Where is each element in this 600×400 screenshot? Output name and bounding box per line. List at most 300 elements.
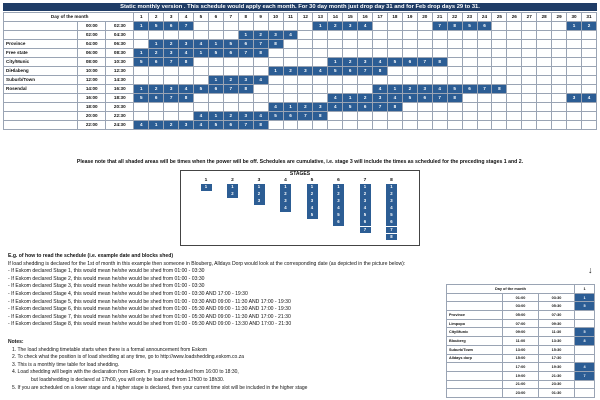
schedule-cell (194, 31, 209, 40)
schedule-cell (537, 67, 552, 76)
notes-section (8, 339, 438, 392)
stage-block: 6 (360, 219, 371, 226)
schedule-row (4, 49, 597, 58)
schedule-title-banner: Static monthly version . This schedule would apply each month. For 30 day month just drop day 31 and for Feb drop days 29 to 31. (3, 3, 597, 11)
mini-start-time: 13:00 (503, 345, 539, 354)
schedule-cell: 8 (447, 22, 462, 31)
schedule-cell (432, 49, 447, 58)
stage-column (198, 178, 214, 191)
mini-start-time: 07:00 (503, 319, 539, 328)
mini-cell (575, 311, 595, 320)
end-time: 22:30 (106, 112, 134, 121)
schedule-cell: 4 (432, 85, 447, 94)
schedule-cell (149, 31, 164, 40)
schedule-cell: 1 (134, 49, 149, 58)
schedule-cell (253, 58, 268, 67)
stage-number: 8 (390, 178, 393, 183)
schedule-cell (223, 31, 238, 40)
schedule-cell (552, 103, 567, 112)
day-header: 6 (208, 13, 223, 22)
schedule-cell: 8 (238, 85, 253, 94)
monthly-schedule-grid (3, 12, 597, 130)
schedule-cell: 1 (313, 22, 328, 31)
schedule-cell (492, 31, 507, 40)
mini-end-time: 13:30 (539, 337, 575, 346)
schedule-cell (328, 76, 343, 85)
schedule-cell (432, 31, 447, 40)
schedule-cell (164, 67, 179, 76)
schedule-cell (417, 67, 432, 76)
mini-row (447, 371, 595, 380)
schedule-cell (134, 112, 149, 121)
schedule-cell: 3 (373, 94, 388, 103)
mini-row (447, 311, 595, 320)
schedule-cell (537, 103, 552, 112)
schedule-cell: 3 (358, 58, 373, 67)
end-time: 08:30 (106, 49, 134, 58)
schedule-cell (447, 67, 462, 76)
schedule-cell (537, 58, 552, 67)
schedule-cell: 4 (268, 103, 283, 112)
schedule-cell (522, 94, 537, 103)
schedule-cell: 5 (268, 112, 283, 121)
schedule-cell (328, 49, 343, 58)
mini-row (447, 380, 595, 389)
stage-block: 4 (386, 205, 397, 212)
schedule-cell (402, 112, 417, 121)
schedule-cell (581, 85, 596, 94)
stage-block: 6 (386, 219, 397, 226)
schedule-cell: 2 (298, 103, 313, 112)
start-time: 04:00 (78, 40, 106, 49)
example-line: - If Eskom declared Stage 5, this would mean he/she would be shed from 01:00 - 03:30 AND 09:00 - 11:30 AND 17:00 - 19:30 (8, 298, 291, 305)
schedule-cell (149, 112, 164, 121)
mini-cell (575, 354, 595, 363)
schedule-cell (462, 76, 477, 85)
schedule-cell (462, 103, 477, 112)
down-arrow-icon: ↓ (588, 265, 593, 275)
schedule-cell (522, 58, 537, 67)
schedule-cell (253, 103, 268, 112)
schedule-cell (402, 49, 417, 58)
schedule-cell: 7 (238, 121, 253, 130)
schedule-cell (552, 94, 567, 103)
schedule-cell (477, 121, 492, 130)
schedule-cell (537, 31, 552, 40)
example-line: - If Eskom declared Stage 3, this would mean he/she would be shed from 01:00 - 03:30 (8, 283, 205, 290)
schedule-cell (149, 76, 164, 85)
schedule-cell: 8 (253, 49, 268, 58)
schedule-cell (223, 103, 238, 112)
schedule-cell: 2 (581, 22, 596, 31)
schedule-cell (402, 22, 417, 31)
schedule-cell (462, 121, 477, 130)
schedule-cell: 3 (179, 40, 194, 49)
stage-column (278, 178, 294, 212)
schedule-cell (447, 112, 462, 121)
day-header: 12 (298, 13, 313, 22)
schedule-cell: 1 (208, 76, 223, 85)
mini-corner-label: Day of the month (447, 285, 575, 294)
schedule-cell (432, 67, 447, 76)
schedule-cell: 5 (134, 94, 149, 103)
schedule-cell (492, 112, 507, 121)
schedule-cell: 1 (343, 94, 358, 103)
schedule-cell (328, 121, 343, 130)
mini-end-time: 19:30 (539, 363, 575, 372)
schedule-cell: 4 (179, 85, 194, 94)
note-item: 1. The load shedding timetable starts when there is a formal announcement from Eskom (12, 346, 208, 353)
schedule-cell: 2 (223, 112, 238, 121)
start-time: 22:00 (78, 121, 106, 130)
area-label: Rosendal (4, 85, 78, 94)
schedule-cell (537, 40, 552, 49)
schedule-cell (343, 85, 358, 94)
schedule-cell (268, 121, 283, 130)
end-time: 24:30 (106, 121, 134, 130)
schedule-cell (507, 76, 522, 85)
schedule-cell (268, 76, 283, 85)
schedule-cell (492, 22, 507, 31)
schedule-cell (447, 31, 462, 40)
schedule-row (4, 22, 597, 31)
schedule-cell (522, 49, 537, 58)
schedule-cell (507, 67, 522, 76)
example-heading: E.g. of how to read the schedule (i.e. example date and blocks shed) (8, 253, 174, 259)
example-line: - If Eskom declared Stage 2, this would mean he/she would be shed from 01:00 - 03:30 (8, 275, 205, 282)
mini-start-time: 15:00 (503, 354, 539, 363)
mini-area-label (447, 293, 503, 302)
schedule-cell (462, 58, 477, 67)
schedule-cell: 1 (328, 58, 343, 67)
schedule-cell (208, 31, 223, 40)
schedule-cell: 3 (313, 103, 328, 112)
start-time: 10:00 (78, 67, 106, 76)
schedule-cell: 7 (164, 94, 179, 103)
schedule-cell (432, 121, 447, 130)
schedule-cell (268, 49, 283, 58)
stage-number: 4 (284, 178, 287, 183)
schedule-cell (402, 40, 417, 49)
schedule-cell (417, 22, 432, 31)
schedule-cell: 6 (462, 85, 477, 94)
schedule-cell (552, 76, 567, 85)
schedule-cell (537, 112, 552, 121)
schedule-cell (552, 22, 567, 31)
schedule-cell (581, 58, 596, 67)
schedule-cell: 7 (223, 85, 238, 94)
schedule-cell (567, 103, 582, 112)
schedule-cell (402, 31, 417, 40)
schedule-row (4, 103, 597, 112)
stage-block: 3 (360, 198, 371, 205)
start-time: 06:00 (78, 49, 106, 58)
schedule-cell (552, 58, 567, 67)
day-header: 4 (179, 13, 194, 22)
schedule-cell: 4 (194, 121, 209, 130)
day-header: 20 (417, 13, 432, 22)
schedule-cell (552, 31, 567, 40)
mini-cell (575, 345, 595, 354)
stage-block: 6 (333, 219, 344, 226)
schedule-cell (298, 22, 313, 31)
schedule-cell (581, 40, 596, 49)
schedule-cell (492, 76, 507, 85)
stage-block: 4 (360, 205, 371, 212)
start-time: 18:00 (78, 103, 106, 112)
schedule-cell: 1 (149, 121, 164, 130)
stage-block: 3 (254, 198, 265, 205)
schedule-cell: 8 (432, 58, 447, 67)
mini-cell (575, 380, 595, 389)
schedule-cell (522, 40, 537, 49)
mini-area-label (447, 371, 503, 380)
schedule-cell (194, 103, 209, 112)
mini-cell: 5 (575, 328, 595, 337)
start-time: 08:00 (78, 58, 106, 67)
day-header: 18 (387, 13, 402, 22)
schedule-cell (402, 103, 417, 112)
schedule-cell: 7 (417, 58, 432, 67)
grid-corner-label: Day of the month (4, 13, 134, 22)
schedule-cell: 4 (194, 112, 209, 121)
note-item: 2. To check what the position is of load shedding at any time, go to http://www.loadshedding.eskom.co.za (12, 354, 244, 361)
schedule-cell (208, 58, 223, 67)
schedule-cell (567, 67, 582, 76)
stage-column (225, 178, 241, 198)
schedule-cell (567, 85, 582, 94)
example-line: - If Eskom declared Stage 6, this would mean he/she would be shed from 01:00 - 05:30 AND 09:00 - 11:30 AND 17:00 - 19:30 (8, 306, 291, 313)
schedule-cell: 1 (149, 40, 164, 49)
schedule-cell (208, 103, 223, 112)
schedule-cell (283, 85, 298, 94)
schedule-cell (581, 103, 596, 112)
schedule-cell: 2 (164, 40, 179, 49)
mini-end-time: 11:30 (539, 328, 575, 337)
example-section (8, 253, 438, 329)
schedule-cell (194, 94, 209, 103)
schedule-cell: 4 (387, 94, 402, 103)
schedule-cell (343, 40, 358, 49)
schedule-cell: 4 (194, 40, 209, 49)
schedule-row (4, 40, 597, 49)
end-time: 10:30 (106, 58, 134, 67)
schedule-cell (313, 49, 328, 58)
mini-end-time: 15:30 (539, 345, 575, 354)
schedule-cell (149, 67, 164, 76)
area-label (4, 121, 78, 130)
end-time: 04:30 (106, 31, 134, 40)
stage-number: 3 (257, 178, 261, 183)
end-time: 06:30 (106, 40, 134, 49)
schedule-cell (238, 103, 253, 112)
stage-block: 5 (360, 212, 371, 219)
area-label (4, 22, 78, 31)
stage-number: 2 (231, 178, 234, 183)
day-header: 1 (134, 13, 149, 22)
schedule-cell: 8 (373, 67, 388, 76)
schedule-cell (492, 40, 507, 49)
schedule-cell (268, 94, 283, 103)
mini-area-label (447, 380, 503, 389)
schedule-cell (462, 49, 477, 58)
schedule-cell (552, 112, 567, 121)
schedule-cell: 8 (492, 85, 507, 94)
schedule-cell (149, 103, 164, 112)
schedule-cell (283, 40, 298, 49)
schedule-cell (447, 58, 462, 67)
schedule-cell: 8 (253, 121, 268, 130)
schedule-cell (194, 76, 209, 85)
stage-block: 3 (307, 198, 318, 205)
day-header: 2 (149, 13, 164, 22)
schedule-cell (179, 76, 194, 85)
mini-cell (575, 389, 595, 398)
area-label (4, 103, 78, 112)
day-header: 28 (537, 13, 552, 22)
stage-block: 4 (307, 205, 318, 212)
schedule-cell: 7 (432, 94, 447, 103)
stage-block: 7 (386, 227, 397, 234)
schedule-cell: 7 (298, 112, 313, 121)
end-time: 20:30 (106, 103, 134, 112)
schedule-cell: 1 (567, 22, 582, 31)
day-header: 23 (462, 13, 477, 22)
schedule-cell: 4 (179, 49, 194, 58)
stage-block: 5 (333, 212, 344, 219)
mini-cell: 7 (575, 371, 595, 380)
schedule-cell (253, 22, 268, 31)
schedule-cell (581, 49, 596, 58)
schedule-cell: 2 (328, 22, 343, 31)
stage-block: 1 (386, 184, 397, 191)
schedule-cell (387, 121, 402, 130)
schedule-cell (567, 49, 582, 58)
start-time: 20:00 (78, 112, 106, 121)
mini-end-time: 23:30 (539, 380, 575, 389)
schedule-cell (223, 67, 238, 76)
area-label (4, 31, 78, 40)
schedule-cell (194, 22, 209, 31)
schedule-cell: 7 (432, 22, 447, 31)
schedule-cell (522, 121, 537, 130)
mini-start-time: 05:00 (503, 311, 539, 320)
schedule-cell (387, 31, 402, 40)
schedule-cell (552, 85, 567, 94)
schedule-row (4, 94, 597, 103)
day-header: 13 (313, 13, 328, 22)
day-header: 24 (477, 13, 492, 22)
schedule-cell (358, 76, 373, 85)
schedule-cell (373, 121, 388, 130)
day-header: 31 (581, 13, 596, 22)
schedule-cell (253, 85, 268, 94)
schedule-cell (477, 40, 492, 49)
schedule-cell (298, 76, 313, 85)
schedule-cell (507, 85, 522, 94)
schedule-cell: 3 (567, 94, 582, 103)
schedule-cell (462, 40, 477, 49)
schedule-cell (298, 58, 313, 67)
schedule-cell: 3 (298, 67, 313, 76)
end-time: 18:30 (106, 94, 134, 103)
schedule-cell (492, 94, 507, 103)
schedule-cell (313, 85, 328, 94)
schedule-row (4, 85, 597, 94)
schedule-cell (537, 22, 552, 31)
schedule-cell: 6 (417, 94, 432, 103)
schedule-cell (477, 58, 492, 67)
schedule-cell: 2 (358, 94, 373, 103)
schedule-cell: 6 (477, 22, 492, 31)
schedule-cell: 3 (179, 121, 194, 130)
mini-end-time: 07:30 (539, 311, 575, 320)
schedule-cell (402, 76, 417, 85)
schedule-cell (507, 40, 522, 49)
schedule-cell: 8 (313, 112, 328, 121)
example-mini-grid (446, 284, 595, 398)
end-time: 02:30 (106, 22, 134, 31)
schedule-cell (387, 49, 402, 58)
mini-end-time: 21:30 (539, 371, 575, 380)
schedule-cell: 6 (208, 85, 223, 94)
start-time: 12:00 (78, 76, 106, 85)
schedule-cell (358, 49, 373, 58)
schedule-cell: 6 (238, 40, 253, 49)
area-label: Free state (4, 49, 78, 58)
schedule-cell: 8 (387, 103, 402, 112)
schedule-cell: 6 (149, 58, 164, 67)
schedule-cell (567, 121, 582, 130)
mini-start-time: 01:00 (503, 293, 539, 302)
schedule-cell (522, 31, 537, 40)
schedule-cell: 4 (283, 31, 298, 40)
stage-column (251, 178, 267, 205)
schedule-cell (537, 49, 552, 58)
schedule-cell (432, 112, 447, 121)
schedule-cell (283, 58, 298, 67)
schedule-cell: 4 (373, 58, 388, 67)
schedule-cell: 7 (358, 67, 373, 76)
schedule-cell: 3 (164, 49, 179, 58)
schedule-cell: 6 (343, 67, 358, 76)
schedule-cell (477, 67, 492, 76)
schedule-cell (373, 31, 388, 40)
mini-area-label: Limpopo (447, 319, 503, 328)
schedule-cell (208, 22, 223, 31)
day-header: 16 (358, 13, 373, 22)
schedule-cell (507, 103, 522, 112)
schedule-cell (253, 67, 268, 76)
mini-start-time: 03:00 (503, 302, 539, 311)
schedule-cell: 2 (223, 76, 238, 85)
mini-area-label (447, 389, 503, 398)
schedule-cell: 1 (238, 31, 253, 40)
day-header: 10 (268, 13, 283, 22)
schedule-cell (134, 40, 149, 49)
stages-title: STAGES (289, 171, 311, 177)
area-label (4, 112, 78, 121)
mini-start-time: 17:00 (503, 363, 539, 372)
schedule-cell (462, 112, 477, 121)
example-line: - If Eskom declared Stage 1, this would mean he/she would be shed from 01:00 - 03:30 (8, 268, 205, 275)
schedule-cell: 5 (402, 94, 417, 103)
schedule-cell (268, 85, 283, 94)
mini-area-label (447, 363, 503, 372)
schedule-cell (208, 94, 223, 103)
schedule-cell: 6 (223, 49, 238, 58)
mini-start-time: 09:00 (503, 328, 539, 337)
